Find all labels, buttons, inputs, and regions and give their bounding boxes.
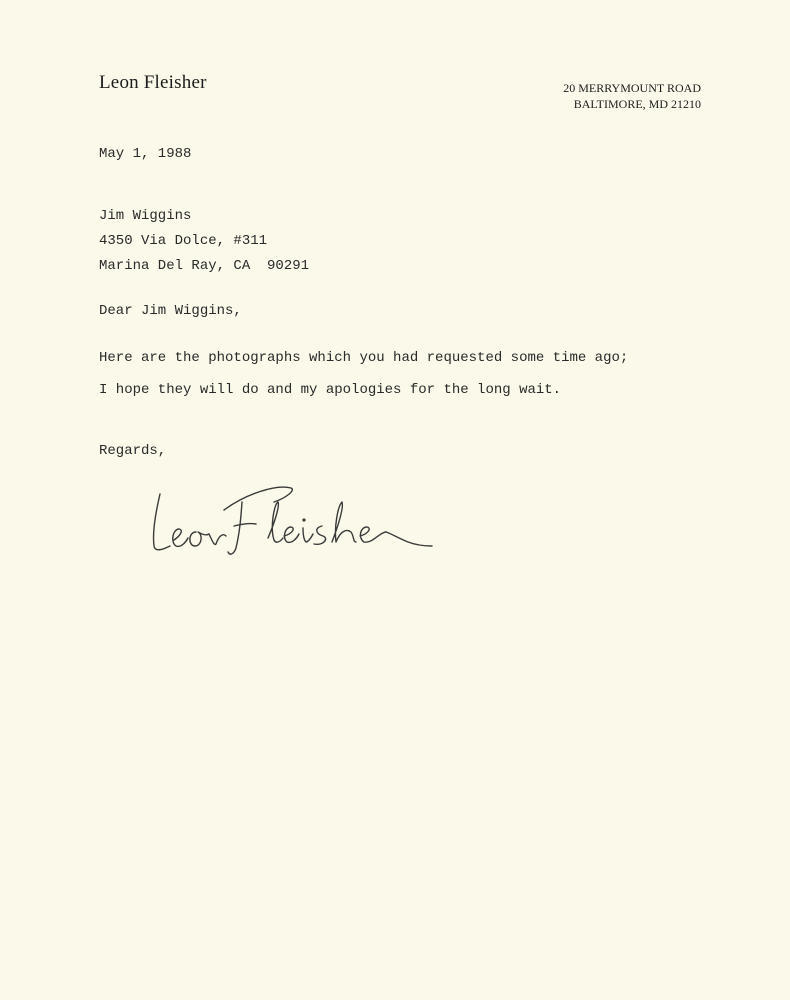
recipient-street: 4350 Via Dolce, #311 (99, 233, 268, 249)
salutation: Dear Jim Wiggins, (99, 303, 242, 319)
body-line-2: I hope they will do and my apologies for the long wait. (99, 382, 562, 398)
handwritten-signature (146, 476, 441, 566)
letter-date: May 1, 1988 (99, 146, 192, 162)
recipient-city: Marina Del Ray, CA 90291 (99, 258, 310, 274)
letterhead-address-line1: 20 MERRYMOUNT ROAD (563, 81, 701, 95)
letterhead-address (563, 80, 701, 112)
body-line-1: Here are the photographs which you had requested some time ago; (99, 350, 629, 366)
letterhead-address-line2: BALTIMORE, MD 21210 (573, 97, 701, 111)
closing: Regards, (99, 443, 167, 459)
letterhead-name: Leon Fleisher (99, 72, 207, 93)
recipient-name: Jim Wiggins (99, 208, 192, 224)
